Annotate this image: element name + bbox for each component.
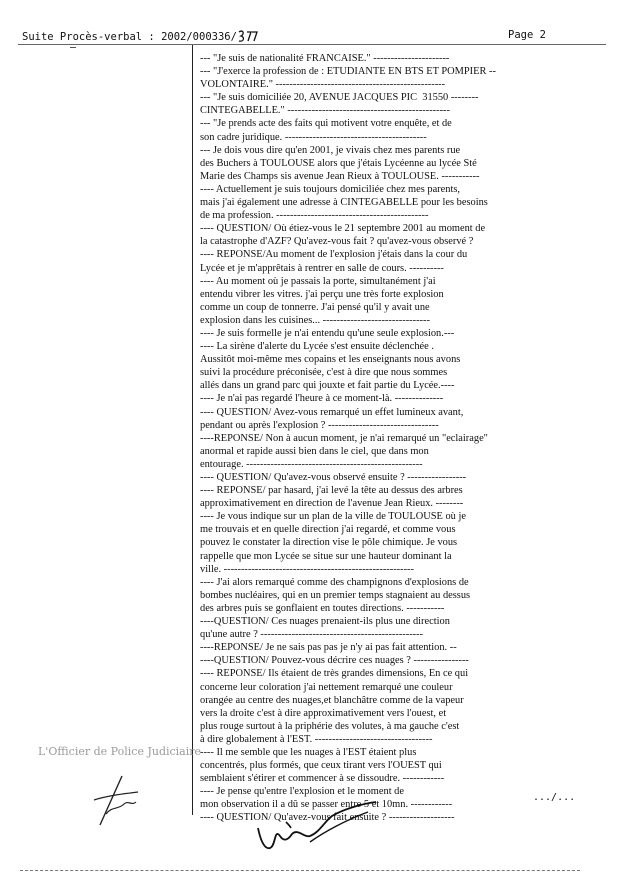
statement-line: semblaient s'étirer et commencer à se dissoudre. ------------ [200,773,445,785]
margin-rule [192,45,193,815]
statement-line: ---- QUESTION/ Avez-vous remarqué un effet lumineux avant, [200,406,464,418]
statement-line: ---- Au moment où je passais la porte, simultanément j'ai [200,275,436,287]
statement-line: des arbres puis se gonflaient en toutes directions. ----------- [200,602,445,614]
statement-line: à dire globalement à l'EST. ---------------------------------- [200,733,433,745]
statement-line: ---- Actuellement je suis toujours domiciliée chez mes parents, [200,183,460,195]
statement-line: suivi la procédure préconisée, c'est à dire que nous sommes [200,367,448,379]
statement-line: allés dans un grand parc qui jouxte et fait partie du Lycée.---- [200,380,455,392]
statement-line: ----REPONSE/ Non à aucun moment, je n'ai remarqué un "eclairage" [200,432,488,444]
statement-line: Lycée et je m'apprêtais à rentrer en salle de cours. ---------- [200,262,444,274]
statement-line: ---- REPONSE/Au moment de l'explosion j'étais dans la cour du [200,249,468,261]
header-reference-text: Suite Procès-verbal : 2002/000336/ [22,31,237,43]
footer-rule [20,870,580,871]
statement-line: mon observation il a dû se passer entre 5 et 10mn. ------------ [200,799,453,811]
statement-line: --- "Je suis de nationalité FRANCAISE." ---------------------- [200,53,450,64]
statement-line: --- "Je suis domiciliée 20, AVENUE JACQUES PIC 31550 -------- [200,92,479,104]
statement-line: ---- Il me semble que les nuages à l'EST étaient plus [200,746,417,758]
statement-line: ---- REPONSE/ Ils étaient de très grandes dimensions, En ce qui [200,668,469,680]
header-rule [18,44,606,45]
statement-line: ----QUESTION/ Pouvez-vous décrire ces nuages ? ---------------- [200,655,469,667]
statement-line: entourage. --------------------------------------------------- [200,458,423,470]
statement-line: concerne leur coloration j'ai nettement remarqué une couleur [200,681,453,693]
statement-line: approximativement en direction de l'avenue Jean Rieux. -------- [200,498,464,510]
statement-line: --- "J'exerce la profession de : ETUDIANTE EN BTS ET POMPIER -- [200,66,496,78]
statement-line: anormal et rapide aussi bien dans le ciel, que dans mon [200,445,429,457]
statement-line: CINTEGABELLE." ----------------------------------------------- [200,105,450,117]
statement-line: --- "Je prends acte des faits qui motivent votre enquête, et de [200,118,452,130]
statement-line: ---- Je n'ai pas regardé l'heure à ce moment-là. -------------- [200,393,444,405]
statement-line: ville. ------------------------------------------------------- [200,563,414,575]
statement-body [200,52,602,825]
statement-line: pendant ou après l'explosion ? -------------------------------- [200,419,439,431]
statement-line: la catastrophe d'AZF? Qu'avez-vous fait ? qu'avez-vous observé ? [200,236,474,248]
statement-line: ---- REPONSE/ par hasard, j'ai levé la tête au dessus des arbres [200,485,463,497]
statement-line: VOLONTAIRE." ------------------------------------------------- [200,79,446,91]
statement-line: des Buchers à TOULOUSE alors que j'étais Lycéenne au lycée Sté [200,157,477,169]
statement-line: concentrés, plus formés, que ceux tirant vers l'OUEST qui [200,760,442,772]
statement-line: ---- QUESTION/ Où étiez-vous le 21 septembre 2001 au moment de [200,223,486,235]
statement-line: son cadre juridique. ----------------------------------------- [200,131,427,143]
statement-line: qu'une autre ? ----------------------------------------------- [200,629,424,641]
statement-line: --- Je dois vous dire qu'en 2001, je vivais chez mes parents rue [200,144,461,156]
statement-line: me trouvais et en quelle direction j'ai regardé, et comme vous [200,524,456,536]
officer-signature [88,770,148,830]
statement-line: comme un coup de tonnerre. J'ai pensé qu'il y avait une [200,301,430,313]
statement-line: vers la droite c'est à dire approximativement vers l'ouest, et [200,707,447,719]
statement-line: de ma profession. -------------------------------------------- [200,210,429,222]
statement-line: ---- Je vous indique sur un plan de la ville de TOULOUSE où je [200,511,466,523]
statement-line: orangée au centre des nuages,et blanchâtre comme de la vapeur [200,694,464,706]
handwritten-reference-number [237,29,259,43]
statement-line: ---- La sirène d'alerte du Lycée s'est ensuite déclenchée . [200,341,434,353]
statement-line: ---- J'ai alors remarqué comme des champignons d'explosions de [200,576,469,588]
statement-line: ---- Je pense qu'entre l'explosion et le moment de [200,786,404,798]
statement-line: Aussitôt moi-même mes copains et les enseignants nous avons [200,354,461,366]
statement-line: ----QUESTION/ Ces nuages prenaient-ils plus une direction [200,616,450,628]
statement-line: bombes nucléaires, qui en un premier temps stagnaient au dessus [200,589,471,601]
statement-line: ---- Je suis formelle je n'ai entendu qu'une seule explosion.--- [200,327,455,339]
margin-tick [70,47,76,48]
statement-line: plus rouge surtout à la priphérie des volutes, à ma gauche c'est [200,720,460,732]
statement-line: entendu vibrer les vitres. j'ai perçu une très forte explosion [200,288,444,300]
continuation-mark: .../... [533,792,576,803]
page-number: Page 2 [508,29,546,41]
statement-line: ---- QUESTION/ Qu'avez-vous fait ensuite ? ------------------- [200,812,455,824]
header-reference [22,29,259,43]
statement-line: Marie des Champs sis avenue Jean Rieux à TOULOUSE. ----------- [200,170,480,182]
statement-line: rappelle que mon Lycée se situe sur une hauteur dominant la [200,550,452,562]
statement-line: pouvez le constater la direction vise le pôle chimique. Je vous [200,537,458,549]
witness-signature [250,798,440,858]
statement-line: ---- QUESTION/ Qu'avez-vous observé ensuite ? ----------------- [200,472,467,483]
officer-stamp: L'Officier de Police Judiciaire [38,745,202,758]
statement-line: ----REPONSE/ Je ne sais pas pas je n'y ai pas fait attention. -- [200,642,457,654]
statement-line: mais j'ai également une adresse à CINTEGABELLE pour les besoins [200,197,488,209]
statement-line: explosion dans les cuisines... ------------------------------- [200,314,430,326]
